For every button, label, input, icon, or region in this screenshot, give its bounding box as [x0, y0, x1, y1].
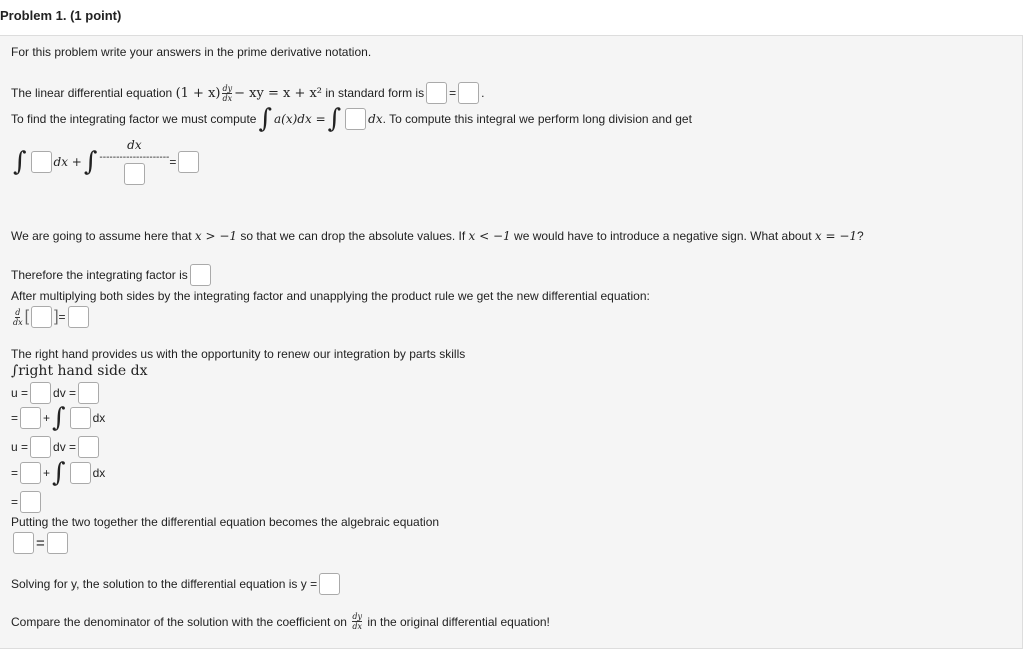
answer-input-10[interactable]	[20, 407, 41, 429]
answer-input-12[interactable]	[20, 462, 41, 484]
algebraic-line	[11, 532, 70, 554]
answer-input-15[interactable]	[13, 532, 34, 554]
dv-input-1[interactable]	[78, 382, 99, 404]
ibp-line-1	[11, 382, 101, 404]
text: so that we can drop the absolute values. If	[240, 229, 466, 243]
math: dx	[127, 138, 142, 152]
u-input-1[interactable]	[30, 382, 51, 404]
answer-input-4[interactable]	[31, 151, 52, 173]
text: Therefore the integrating factor is	[11, 268, 188, 282]
math: x = −1	[814, 229, 858, 243]
new-de-line	[11, 306, 91, 328]
integrating-factor-line	[11, 264, 213, 286]
problem-title: Problem 1. (1 point)	[0, 8, 122, 23]
text: The linear differential equation	[11, 86, 173, 100]
eq: =	[11, 466, 19, 480]
answer-input-11[interactable]	[70, 407, 91, 429]
math: a(x)dx =	[274, 112, 326, 126]
eq: =	[11, 411, 19, 425]
u-input-2[interactable]	[30, 436, 51, 458]
answer-input-6[interactable]	[178, 151, 199, 173]
eq: =	[36, 534, 45, 552]
text: To find the integrating factor we must compute	[11, 112, 257, 126]
math: x > −1	[194, 229, 238, 243]
integral-icon: ∫	[327, 104, 342, 134]
integrating-line	[11, 106, 692, 132]
math: x < −1	[468, 229, 511, 243]
text: u =	[11, 386, 29, 400]
eq: =	[58, 310, 66, 324]
text: . To compute this integral we perform long division and get	[382, 112, 692, 126]
assumption-line	[11, 229, 864, 243]
ibp-line-2	[11, 405, 105, 431]
answer-input-5[interactable]	[124, 163, 145, 185]
d-dx: $\frac{d}{dx}$	[13, 307, 23, 327]
text: The right hand provides us with the opportunity to renew our integration by parts skills	[11, 347, 466, 361]
ibp-line-4	[11, 460, 105, 486]
math: (1 + x)	[175, 85, 221, 101]
integral-icon: ∫	[52, 403, 66, 433]
standard-form-line	[11, 82, 484, 104]
fraction	[99, 138, 169, 185]
dy-dx: $\frac{dy}{dx}$	[352, 612, 362, 631]
bracket: [	[24, 308, 30, 325]
text: dx	[92, 411, 106, 425]
answer-input-14[interactable]	[20, 491, 41, 513]
text: in the original differential equation!	[367, 614, 550, 629]
ibp-line-5	[11, 491, 43, 513]
text: Compare the denominator of the solution with the coefficient on	[11, 614, 347, 629]
eq: =	[449, 86, 457, 100]
integral-icon: ∫	[13, 146, 27, 177]
eq: =	[169, 154, 177, 169]
math: dx +	[53, 154, 82, 169]
bracket: ]	[54, 308, 59, 325]
answer-input-9[interactable]	[68, 306, 89, 328]
text: in standard form is	[325, 86, 425, 100]
solution-input[interactable]	[319, 573, 340, 595]
dv-input-2[interactable]	[78, 436, 99, 458]
math: − xy = x + x²	[234, 85, 323, 101]
text: Putting the two together the differential equation becomes the algebraic equation	[11, 515, 440, 529]
answer-input-1[interactable]	[426, 82, 447, 104]
dy-dx: $\frac{dy}{dx}$	[222, 83, 233, 103]
integral-icon: ∫	[258, 104, 273, 134]
text: After multiplying both sides by the integrating factor and unapplying the product rule we get the new differential equation:	[11, 289, 650, 303]
answer-input-16[interactable]	[47, 532, 68, 554]
text: Solving for y, the solution to the differential equation is y =	[11, 577, 318, 591]
text: u =	[11, 440, 29, 454]
answer-input-3[interactable]	[345, 108, 366, 130]
text: dv =	[53, 440, 77, 454]
answer-input-2[interactable]	[458, 82, 479, 104]
intro: For this problem write your answers in the prime derivative notation.	[11, 45, 372, 59]
text: we would have to introduce a negative sign. What about	[514, 229, 812, 243]
solution-line	[11, 573, 342, 595]
integral-icon: ∫	[83, 146, 98, 177]
text: ?	[857, 229, 864, 243]
dot: .	[481, 86, 485, 100]
integral-icon: ∫	[52, 458, 66, 488]
text: +	[43, 466, 51, 480]
text: ∫right hand side dx	[11, 363, 148, 379]
text: We are going to assume here that	[11, 229, 192, 243]
answer-input-13[interactable]	[70, 462, 91, 484]
ibp-line-3	[11, 436, 101, 458]
answer-input-7[interactable]	[190, 264, 211, 286]
long-division-line	[11, 138, 201, 185]
text: dv =	[53, 386, 77, 400]
answer-input-8[interactable]	[31, 306, 52, 328]
eq: =	[11, 495, 19, 509]
text: dx	[92, 466, 106, 480]
text: +	[43, 411, 51, 425]
math: dx	[368, 112, 383, 126]
compare-line	[11, 612, 550, 631]
fraction-bar: ---------------------	[99, 152, 170, 163]
